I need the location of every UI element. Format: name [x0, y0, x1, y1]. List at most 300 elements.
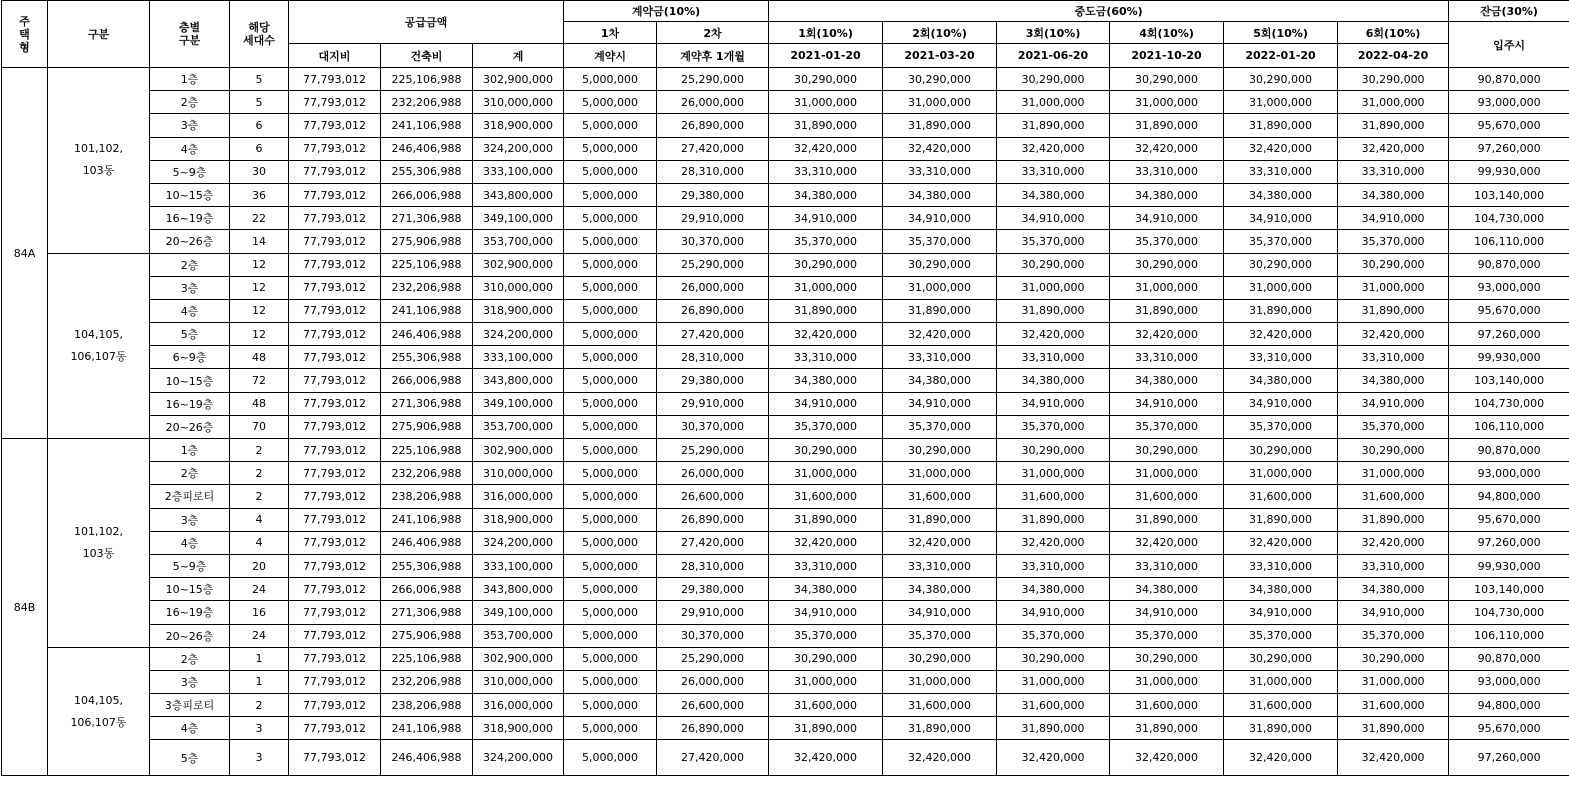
land-cost-cell: 77,793,012 — [289, 91, 381, 114]
floor-cell: 10~15층 — [150, 183, 230, 206]
interim-5-cell: 33,310,000 — [1224, 554, 1338, 577]
interim-1-cell: 31,600,000 — [769, 694, 883, 717]
interim-2-cell: 31,890,000 — [883, 299, 997, 322]
deposit-2-cell: 29,380,000 — [657, 369, 769, 392]
balance-cell: 90,870,000 — [1449, 647, 1569, 670]
interim-1-cell: 31,600,000 — [769, 485, 883, 508]
interim-1-cell: 33,310,000 — [769, 554, 883, 577]
deposit-2-cell: 26,890,000 — [657, 717, 769, 740]
interim-1-cell: 31,000,000 — [769, 91, 883, 114]
land-cost-cell: 77,793,012 — [289, 183, 381, 206]
building-cost-cell: 275,906,988 — [381, 230, 473, 253]
interim-1-date: 2021-01-20 — [769, 44, 883, 68]
interim-5-cell: 35,370,000 — [1224, 624, 1338, 647]
deposit-1-cell: 5,000,000 — [564, 670, 657, 693]
building-cost-cell: 238,206,988 — [381, 485, 473, 508]
deposit-2-cell: 26,600,000 — [657, 694, 769, 717]
total-price-cell: 324,200,000 — [473, 740, 564, 776]
interim-1-cell: 31,890,000 — [769, 717, 883, 740]
interim-2-cell: 35,370,000 — [883, 230, 997, 253]
deposit-1-cell: 5,000,000 — [564, 415, 657, 438]
interim-1-cell: 31,890,000 — [769, 299, 883, 322]
interim-6-cell: 34,910,000 — [1338, 601, 1449, 624]
units-cell: 2 — [230, 485, 289, 508]
interim-6-cell: 32,420,000 — [1338, 323, 1449, 346]
interim-3-cell: 30,290,000 — [997, 439, 1110, 462]
interim-3-cell: 31,000,000 — [997, 276, 1110, 299]
interim-5-cell: 34,910,000 — [1224, 207, 1338, 230]
building-cost-cell: 271,306,988 — [381, 392, 473, 415]
interim-3-cell: 34,380,000 — [997, 183, 1110, 206]
land-cost-cell: 77,793,012 — [289, 68, 381, 91]
interim-4-cell: 35,370,000 — [1110, 415, 1224, 438]
interim-2-cell: 34,910,000 — [883, 392, 997, 415]
interim-6-cell: 31,890,000 — [1338, 114, 1449, 137]
building-cost-cell: 225,106,988 — [381, 647, 473, 670]
total-price-cell: 349,100,000 — [473, 392, 564, 415]
units-cell: 22 — [230, 207, 289, 230]
deposit-1-cell: 5,000,000 — [564, 183, 657, 206]
interim-2-cell: 32,420,000 — [883, 531, 997, 554]
interim-5-cell: 32,420,000 — [1224, 323, 1338, 346]
deposit-1-cell: 5,000,000 — [564, 740, 657, 776]
total-price-cell: 333,100,000 — [473, 160, 564, 183]
interim-2-cell: 32,420,000 — [883, 137, 997, 160]
table-row — [2, 624, 1569, 647]
interim-2-cell: 34,380,000 — [883, 578, 997, 601]
deposit-1-cell: 5,000,000 — [564, 323, 657, 346]
interim-6-cell: 32,420,000 — [1338, 531, 1449, 554]
balance-cell: 90,870,000 — [1449, 253, 1569, 276]
floor-division-header: 층별 구분 — [150, 1, 230, 68]
interim-6-cell: 30,290,000 — [1338, 647, 1449, 670]
interim-1-cell: 33,310,000 — [769, 160, 883, 183]
land-cost-cell: 77,793,012 — [289, 485, 381, 508]
total-price-cell: 310,000,000 — [473, 91, 564, 114]
interim-6-cell: 31,600,000 — [1338, 485, 1449, 508]
building-cost-cell: 246,406,988 — [381, 137, 473, 160]
deposit-1-cell: 5,000,000 — [564, 137, 657, 160]
floor-cell: 4층 — [150, 137, 230, 160]
interim-3-cell: 33,310,000 — [997, 346, 1110, 369]
building-cost-cell: 255,306,988 — [381, 160, 473, 183]
interim-4-cell: 31,600,000 — [1110, 694, 1224, 717]
land-cost-cell: 77,793,012 — [289, 160, 381, 183]
interim-3-cell: 32,420,000 — [997, 740, 1110, 776]
land-cost-cell: 77,793,012 — [289, 554, 381, 577]
deposit-1-cell: 5,000,000 — [564, 230, 657, 253]
interim-6-cell: 32,420,000 — [1338, 740, 1449, 776]
building-cost-cell: 238,206,988 — [381, 694, 473, 717]
interim-3-cell: 34,910,000 — [997, 207, 1110, 230]
balance-cell: 97,260,000 — [1449, 323, 1569, 346]
interim-6-cell: 31,890,000 — [1338, 299, 1449, 322]
land-cost-cell: 77,793,012 — [289, 392, 381, 415]
land-cost-header: 대지비 — [289, 44, 381, 68]
deposit-2-cell: 26,000,000 — [657, 91, 769, 114]
land-cost-cell: 77,793,012 — [289, 137, 381, 160]
land-cost-cell: 77,793,012 — [289, 578, 381, 601]
table-row — [2, 462, 1569, 485]
balance-cell: 93,000,000 — [1449, 670, 1569, 693]
interim-5-cell: 31,890,000 — [1224, 299, 1338, 322]
interim-6-cell: 32,420,000 — [1338, 137, 1449, 160]
interim-5-cell: 35,370,000 — [1224, 415, 1338, 438]
table-row — [2, 694, 1569, 717]
interim-4-cell: 30,290,000 — [1110, 68, 1224, 91]
total-price-cell: 353,700,000 — [473, 624, 564, 647]
balance-cell: 104,730,000 — [1449, 392, 1569, 415]
interim-3-date: 2021-06-20 — [997, 44, 1110, 68]
units-cell: 36 — [230, 183, 289, 206]
deposit-2-cell: 29,380,000 — [657, 183, 769, 206]
table-row — [2, 323, 1569, 346]
building-cost-cell: 241,106,988 — [381, 508, 473, 531]
interim-1-cell: 30,290,000 — [769, 68, 883, 91]
interim-4-cell: 33,310,000 — [1110, 160, 1224, 183]
interim-1-cell: 32,420,000 — [769, 137, 883, 160]
total-price-cell: 324,200,000 — [473, 531, 564, 554]
total-price-cell: 353,700,000 — [473, 230, 564, 253]
table-row — [2, 276, 1569, 299]
interim-6-cell: 34,380,000 — [1338, 183, 1449, 206]
deposit-2-cell: 26,000,000 — [657, 462, 769, 485]
interim-6-cell: 33,310,000 — [1338, 160, 1449, 183]
deposit-2-cell: 30,370,000 — [657, 415, 769, 438]
interim-2-cell: 30,290,000 — [883, 68, 997, 91]
total-price-cell: 310,000,000 — [473, 462, 564, 485]
balance-cell: 106,110,000 — [1449, 415, 1569, 438]
division-cell: 101,102, 103동 — [48, 68, 150, 254]
units-cell: 3 — [230, 717, 289, 740]
balance-cell: 103,140,000 — [1449, 578, 1569, 601]
balance-cell: 93,000,000 — [1449, 91, 1569, 114]
interim-1-cell: 33,310,000 — [769, 346, 883, 369]
floor-cell: 1층 — [150, 68, 230, 91]
interim-2-cell: 34,910,000 — [883, 207, 997, 230]
price-table — [1, 0, 1569, 776]
interim-3-cell: 32,420,000 — [997, 531, 1110, 554]
deposit-2-cell: 30,370,000 — [657, 230, 769, 253]
interim-3-cell: 34,910,000 — [997, 601, 1110, 624]
interim-3-cell: 34,380,000 — [997, 369, 1110, 392]
deposit-1-cell: 5,000,000 — [564, 346, 657, 369]
interim-4-cell: 31,000,000 — [1110, 91, 1224, 114]
land-cost-cell: 77,793,012 — [289, 601, 381, 624]
floor-cell: 2층 — [150, 91, 230, 114]
deposit-2-cell: 29,910,000 — [657, 601, 769, 624]
interim-2-cell: 33,310,000 — [883, 554, 997, 577]
floor-cell: 3층피로티 — [150, 694, 230, 717]
interim-4-cell: 34,380,000 — [1110, 369, 1224, 392]
division-cell: 104,105, 106,107동 — [48, 253, 150, 439]
balance-cell: 104,730,000 — [1449, 207, 1569, 230]
interim-2-cell: 31,600,000 — [883, 694, 997, 717]
interim-4-cell: 34,910,000 — [1110, 207, 1224, 230]
interim-2-cell: 31,890,000 — [883, 508, 997, 531]
balance-cell: 106,110,000 — [1449, 230, 1569, 253]
division-cell: 104,105, 106,107동 — [48, 647, 150, 776]
balance-cell: 99,930,000 — [1449, 346, 1569, 369]
interim-6-cell: 30,290,000 — [1338, 253, 1449, 276]
interim-1-cell: 34,910,000 — [769, 392, 883, 415]
land-cost-cell: 77,793,012 — [289, 276, 381, 299]
units-cell: 48 — [230, 346, 289, 369]
total-price-cell: 318,900,000 — [473, 114, 564, 137]
table-row — [2, 439, 1569, 462]
interim-6-cell: 34,910,000 — [1338, 207, 1449, 230]
total-price-cell: 310,000,000 — [473, 276, 564, 299]
land-cost-cell: 77,793,012 — [289, 415, 381, 438]
units-cell: 1 — [230, 670, 289, 693]
interim-1-cell: 35,370,000 — [769, 415, 883, 438]
table-row — [2, 91, 1569, 114]
floor-cell: 1층 — [150, 439, 230, 462]
table-row — [2, 601, 1569, 624]
interim-2-cell: 33,310,000 — [883, 346, 997, 369]
interim-5-cell: 30,290,000 — [1224, 253, 1338, 276]
deposit-2-cell: 26,000,000 — [657, 276, 769, 299]
floor-cell: 20~26층 — [150, 624, 230, 647]
interim-2-cell: 32,420,000 — [883, 323, 997, 346]
interim-1-cell: 30,290,000 — [769, 253, 883, 276]
table-row — [2, 508, 1569, 531]
balance-cell: 93,000,000 — [1449, 276, 1569, 299]
deposit-1-header: 1차 — [564, 22, 657, 44]
building-cost-cell: 225,106,988 — [381, 68, 473, 91]
total-price-cell: 349,100,000 — [473, 601, 564, 624]
interim-6-header: 6회(10%) — [1338, 22, 1449, 44]
units-cell: 5 — [230, 68, 289, 91]
interim-4-cell: 35,370,000 — [1110, 624, 1224, 647]
interim-2-header: 2회(10%) — [883, 22, 997, 44]
units-cell: 16 — [230, 601, 289, 624]
deposit-2-cell: 28,310,000 — [657, 160, 769, 183]
interim-2-cell: 34,380,000 — [883, 369, 997, 392]
total-price-cell: 302,900,000 — [473, 253, 564, 276]
interim-2-cell: 31,000,000 — [883, 91, 997, 114]
interim-3-cell: 35,370,000 — [997, 624, 1110, 647]
units-cell: 6 — [230, 137, 289, 160]
total-price-cell: 316,000,000 — [473, 485, 564, 508]
interim-4-cell: 31,000,000 — [1110, 276, 1224, 299]
interim-5-cell: 35,370,000 — [1224, 230, 1338, 253]
building-cost-cell: 246,406,988 — [381, 531, 473, 554]
floor-cell: 20~26층 — [150, 415, 230, 438]
total-price-cell: 302,900,000 — [473, 647, 564, 670]
building-cost-cell: 275,906,988 — [381, 415, 473, 438]
floor-cell: 4층 — [150, 717, 230, 740]
land-cost-cell: 77,793,012 — [289, 253, 381, 276]
building-cost-cell: 225,106,988 — [381, 439, 473, 462]
interim-3-cell: 32,420,000 — [997, 137, 1110, 160]
balance-cell: 95,670,000 — [1449, 717, 1569, 740]
interim-1-cell: 34,380,000 — [769, 578, 883, 601]
building-cost-cell: 225,106,988 — [381, 253, 473, 276]
balance-cell: 95,670,000 — [1449, 114, 1569, 137]
deposit-1-cell: 5,000,000 — [564, 647, 657, 670]
units-cell: 24 — [230, 578, 289, 601]
building-cost-cell: 271,306,988 — [381, 207, 473, 230]
interim-4-cell: 30,290,000 — [1110, 647, 1224, 670]
building-cost-cell: 241,106,988 — [381, 299, 473, 322]
interim-5-cell: 34,910,000 — [1224, 601, 1338, 624]
land-cost-cell: 77,793,012 — [289, 694, 381, 717]
interim-5-cell: 31,890,000 — [1224, 508, 1338, 531]
interim-6-date: 2022-04-20 — [1338, 44, 1449, 68]
total-price-cell: 318,900,000 — [473, 299, 564, 322]
interim-5-cell: 34,910,000 — [1224, 392, 1338, 415]
balance-cell: 103,140,000 — [1449, 183, 1569, 206]
table-row — [2, 160, 1569, 183]
interim-3-cell: 33,310,000 — [997, 160, 1110, 183]
interim-3-cell: 34,380,000 — [997, 578, 1110, 601]
table-row — [2, 647, 1569, 670]
building-cost-cell: 246,406,988 — [381, 323, 473, 346]
balance-cell: 104,730,000 — [1449, 601, 1569, 624]
total-price-cell: 343,800,000 — [473, 369, 564, 392]
deposit-2-cell: 29,910,000 — [657, 207, 769, 230]
table-header — [2, 1, 1569, 68]
balance-cell: 97,260,000 — [1449, 531, 1569, 554]
building-cost-cell: 275,906,988 — [381, 624, 473, 647]
land-cost-cell: 77,793,012 — [289, 740, 381, 776]
table-row — [2, 114, 1569, 137]
interim-6-cell: 31,000,000 — [1338, 670, 1449, 693]
units-cell: 14 — [230, 230, 289, 253]
interim-4-cell: 32,420,000 — [1110, 740, 1224, 776]
deposit-2-cell: 29,910,000 — [657, 392, 769, 415]
deposit-2-cell: 25,290,000 — [657, 647, 769, 670]
interim-4-cell: 34,380,000 — [1110, 183, 1224, 206]
interim-4-date: 2021-10-20 — [1110, 44, 1224, 68]
interim-1-cell: 30,290,000 — [769, 439, 883, 462]
table-row — [2, 670, 1569, 693]
deposit-2-cell: 26,600,000 — [657, 485, 769, 508]
interim-2-cell: 35,370,000 — [883, 624, 997, 647]
total-price-cell: 333,100,000 — [473, 554, 564, 577]
deposit-2-cell: 25,290,000 — [657, 68, 769, 91]
deposit-1-when-header: 계약시 — [564, 44, 657, 68]
interim-2-cell: 31,890,000 — [883, 114, 997, 137]
floor-cell: 3층 — [150, 114, 230, 137]
floor-cell: 4층 — [150, 531, 230, 554]
deposit-1-cell: 5,000,000 — [564, 114, 657, 137]
interim-5-header: 5회(10%) — [1224, 22, 1338, 44]
interim-2-cell: 30,290,000 — [883, 439, 997, 462]
interim-3-cell: 30,290,000 — [997, 647, 1110, 670]
deposit-1-cell: 5,000,000 — [564, 207, 657, 230]
land-cost-cell: 77,793,012 — [289, 230, 381, 253]
land-cost-cell: 77,793,012 — [289, 299, 381, 322]
interim-4-cell: 31,600,000 — [1110, 485, 1224, 508]
floor-cell: 20~26층 — [150, 230, 230, 253]
units-cell: 20 — [230, 554, 289, 577]
floor-cell: 16~19층 — [150, 392, 230, 415]
interim-3-cell: 35,370,000 — [997, 415, 1110, 438]
interim-1-cell: 31,890,000 — [769, 114, 883, 137]
building-cost-cell: 266,006,988 — [381, 578, 473, 601]
balance-when-header: 입주시 — [1449, 22, 1569, 68]
table-body — [2, 68, 1569, 776]
interim-5-date: 2022-01-20 — [1224, 44, 1338, 68]
interim-4-cell: 33,310,000 — [1110, 554, 1224, 577]
interim-6-cell: 31,600,000 — [1338, 694, 1449, 717]
interim-4-cell: 31,890,000 — [1110, 717, 1224, 740]
interim-1-cell: 31,000,000 — [769, 462, 883, 485]
floor-cell: 10~15층 — [150, 578, 230, 601]
interim-2-cell: 34,380,000 — [883, 183, 997, 206]
total-price-cell: 324,200,000 — [473, 137, 564, 160]
deposit-1-cell: 5,000,000 — [564, 531, 657, 554]
interim-6-cell: 30,290,000 — [1338, 68, 1449, 91]
units-cell: 2 — [230, 439, 289, 462]
table-row — [2, 578, 1569, 601]
deposit-2-cell: 29,380,000 — [657, 578, 769, 601]
interim-4-cell: 31,890,000 — [1110, 114, 1224, 137]
deposit-1-cell: 5,000,000 — [564, 91, 657, 114]
building-cost-cell: 232,206,988 — [381, 91, 473, 114]
units-cell: 72 — [230, 369, 289, 392]
deposit-1-cell: 5,000,000 — [564, 624, 657, 647]
deposit-1-cell: 5,000,000 — [564, 717, 657, 740]
land-cost-cell: 77,793,012 — [289, 647, 381, 670]
units-cell: 12 — [230, 299, 289, 322]
interim-5-cell: 33,310,000 — [1224, 160, 1338, 183]
housing-type-cell: 84A — [2, 68, 48, 439]
interim-2-cell: 35,370,000 — [883, 415, 997, 438]
balance-cell: 94,800,000 — [1449, 694, 1569, 717]
deposit-1-cell: 5,000,000 — [564, 439, 657, 462]
table-row — [2, 485, 1569, 508]
floor-cell: 2층 — [150, 647, 230, 670]
table-row — [2, 183, 1569, 206]
housing-type-cell: 84B — [2, 439, 48, 776]
interim-5-cell: 32,420,000 — [1224, 531, 1338, 554]
deposit-2-cell: 26,890,000 — [657, 114, 769, 137]
deposit-2-cell: 30,370,000 — [657, 624, 769, 647]
housing-type-header: 주 택 형 — [2, 1, 48, 68]
deposit-2-header: 2차 — [657, 22, 769, 44]
interim-1-cell: 31,890,000 — [769, 508, 883, 531]
building-cost-cell: 246,406,988 — [381, 740, 473, 776]
interim-4-cell: 31,000,000 — [1110, 462, 1224, 485]
total-price-cell: 310,000,000 — [473, 670, 564, 693]
units-cell: 48 — [230, 392, 289, 415]
interim-6-cell: 35,370,000 — [1338, 624, 1449, 647]
interim-5-cell: 30,290,000 — [1224, 647, 1338, 670]
deposit-header: 계약금(10%) — [564, 1, 769, 22]
interim-6-cell: 34,910,000 — [1338, 392, 1449, 415]
balance-cell: 90,870,000 — [1449, 439, 1569, 462]
deposit-1-cell: 5,000,000 — [564, 508, 657, 531]
deposit-2-cell: 26,890,000 — [657, 508, 769, 531]
interim-5-cell: 32,420,000 — [1224, 137, 1338, 160]
supply-price-header: 공급금액 — [289, 1, 564, 44]
interim-5-cell: 34,380,000 — [1224, 183, 1338, 206]
interim-2-cell: 31,000,000 — [883, 462, 997, 485]
interim-2-cell: 31,890,000 — [883, 717, 997, 740]
deposit-2-cell: 27,420,000 — [657, 137, 769, 160]
deposit-1-cell: 5,000,000 — [564, 694, 657, 717]
land-cost-cell: 77,793,012 — [289, 323, 381, 346]
interim-3-cell: 31,000,000 — [997, 670, 1110, 693]
deposit-1-cell: 5,000,000 — [564, 253, 657, 276]
interim-3-cell: 31,600,000 — [997, 485, 1110, 508]
floor-cell: 16~19층 — [150, 601, 230, 624]
deposit-2-cell: 27,420,000 — [657, 323, 769, 346]
interim-6-cell: 31,000,000 — [1338, 276, 1449, 299]
